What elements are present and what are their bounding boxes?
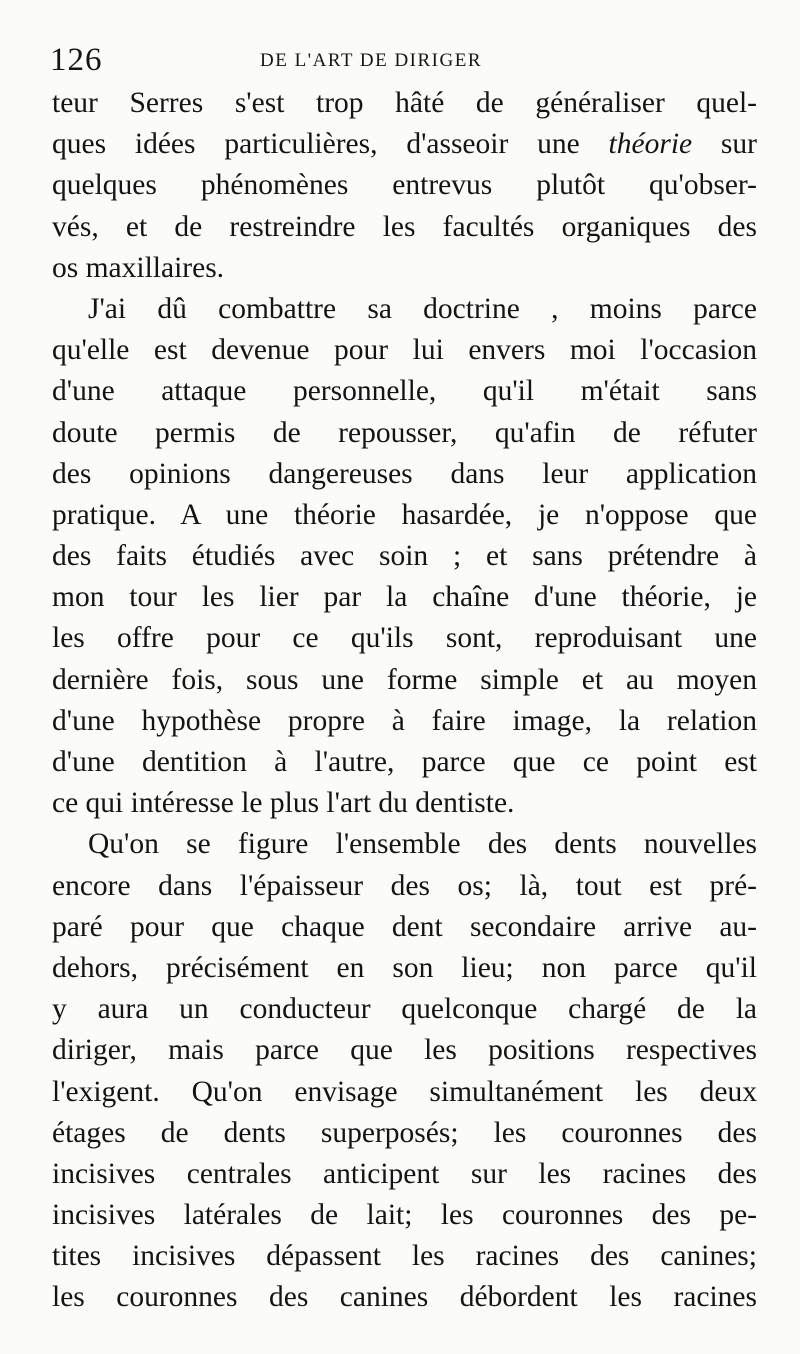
text-line: tites incisives dépassent les racines des canines;: [52, 1240, 757, 1273]
text-line: des faits étudiés avec soin ; et sans prétendre à: [52, 540, 757, 573]
text-line: doute permis de repousser, qu'afin de réfuter: [52, 416, 757, 449]
text-line: des opinions dangereuses dans leur application: [52, 457, 757, 490]
text-line: d'une hypothèse propre à faire image, la relation: [52, 704, 757, 737]
text-line: [52, 124, 757, 165]
running-head: DE L'ART DE DIRIGER: [260, 50, 482, 71]
text-line: paré pour que chaque dent secondaire arrive au-: [52, 910, 757, 943]
text-line: les couronnes des canines débordent les racines: [52, 1281, 757, 1314]
text-line: y aura un conducteur quelconque chargé de la: [52, 993, 757, 1026]
text-line: vés, et de restreindre les facultés organiques des: [52, 210, 757, 243]
text-line: mon tour les lier par la chaîne d'une théorie, je: [52, 581, 757, 614]
text-line: qu'elle est devenue pour lui envers moi l'occasion: [52, 334, 757, 367]
text-line: quelques phénomènes entrevus plutôt qu'obser-: [52, 169, 757, 202]
page-header: [50, 40, 760, 80]
text-line: dehors, précisément en son lieu; non parce qu'il: [52, 951, 757, 984]
text-line: teur Serres s'est trop hâté de généraliser quel-: [52, 87, 757, 119]
text-line: dernière fois, sous une forme simple et au moyen: [52, 663, 757, 696]
text-line: étages de dents superposés; les couronnes des: [52, 1116, 757, 1149]
text-segment: sur: [692, 128, 757, 161]
text-line: l'exigent. Qu'on envisage simultanément les deux: [52, 1075, 757, 1108]
text-segment: ques idées particulières, d'asseoir une: [52, 128, 609, 161]
text-line: J'ai dû combattre sa doctrine , moins parce: [88, 292, 757, 325]
text-line: diriger, mais parce que les positions respectives: [52, 1034, 757, 1067]
page-number: 126: [50, 42, 103, 78]
text-line: d'une attaque personnelle, qu'il m'était sans: [52, 375, 757, 408]
text-line: d'une dentition à l'autre, parce que ce point est: [52, 746, 757, 778]
text-line: incisives latérales de lait; les couronnes des pe-: [52, 1199, 757, 1232]
text-line: os maxillaires.: [52, 251, 225, 284]
text-line: Qu'on se figure l'ensemble des dents nouvelles: [88, 828, 757, 861]
text-line: pratique. A une théorie hasardée, je n'oppose que: [52, 498, 757, 531]
text-line: encore dans l'épaisseur des os; là, tout est pré-: [52, 869, 757, 902]
italic-term: théorie: [608, 128, 693, 161]
body-text: [52, 83, 757, 1319]
text-line: incisives centrales anticipent sur les racines des: [52, 1157, 757, 1190]
text-line: ce qui intéresse le plus l'art du dentiste.: [52, 787, 515, 820]
text-line: les offre pour ce qu'ils sont, reproduisant une: [52, 622, 757, 655]
